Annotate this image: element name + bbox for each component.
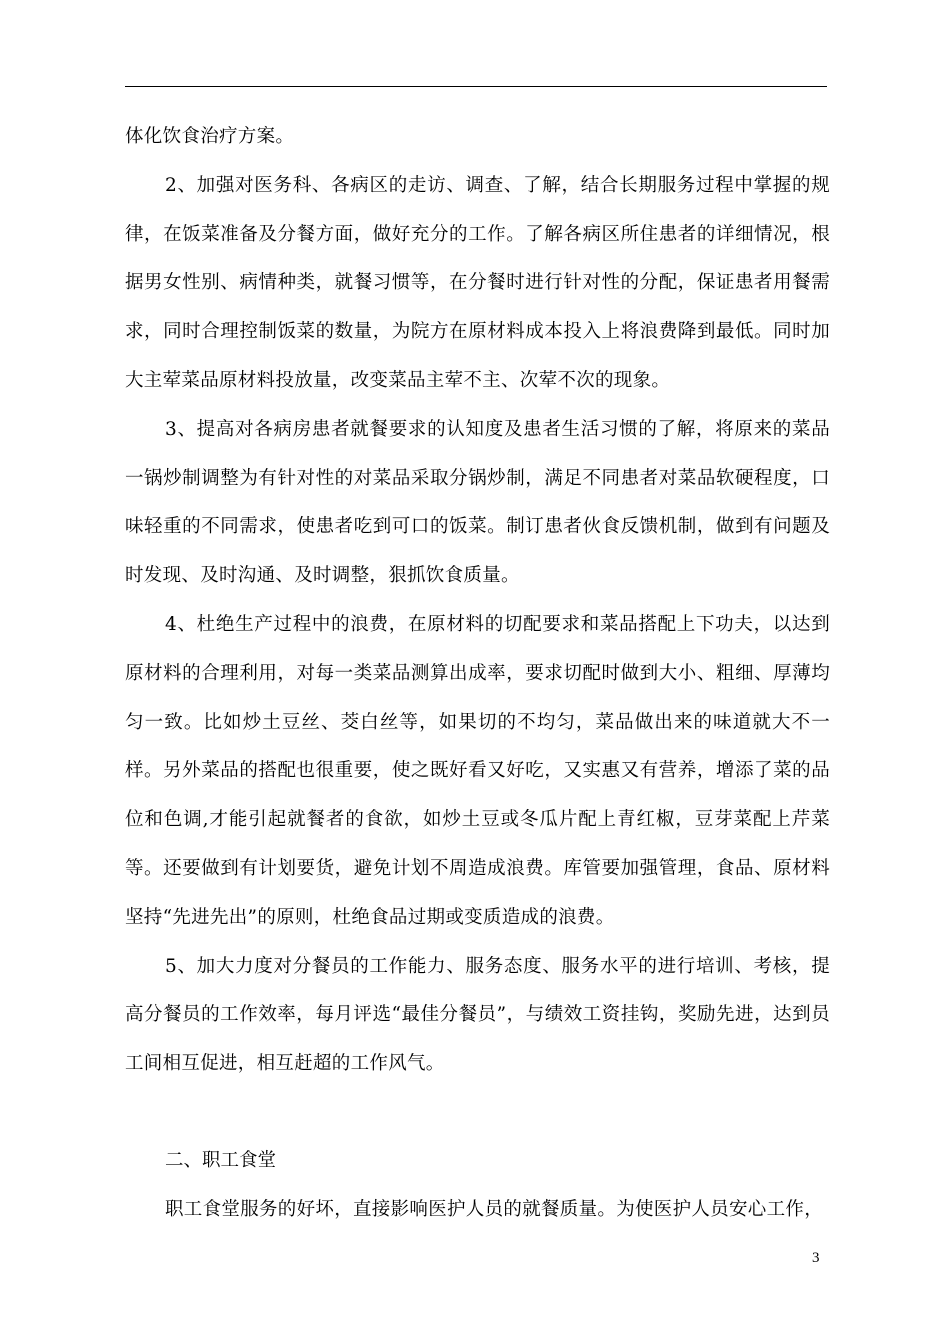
page-number: 3 [812, 1250, 820, 1266]
document-body [125, 113, 830, 1235]
section-spacer [125, 1089, 830, 1137]
paragraph-item-2: 2、加强对医务科、各病区的走访、调查、了解，结合长期服务过程中掌握的规律，在饭菜准备及分餐方面，做好充分的工作。了解各病区所住患者的详细情况，根据男女性别、病情种类，就餐习惯等，在分餐时进行针对性的分配，保证患者用餐需求，同时合理控制饭菜的数量，为院方在原材料成本投入上将浪费降到最低。同时加大主荤菜品原材料投放量，改变菜品主荤不主、次荤不次的现象。 [125, 174, 830, 391]
paragraph-item-5: 5、加大力度对分餐员的工作能力、服务态度、服务水平的进行培训、考核，提高分餐员的工作效率，每月评选“最佳分餐员”，与绩效工资挂钩，奖励先进，达到员工间相互促进，相互赶超的工作风气。 [125, 955, 830, 1075]
paragraph-item-3: 3、提高对各病房患者就餐要求的认知度及患者生活习惯的了解，将原来的菜品一锅炒制调整为有针对性的对菜品采取分锅炒制，满足不同患者对菜品软硬程度，口味轻重的不同需求，使患者吃到可口的饭菜。制订患者伙食反馈机制，做到有问题及时发现、及时沟通、及时调整，狠抓饮食质量。 [125, 418, 830, 587]
header-rule [125, 86, 827, 87]
section-heading: 二、职工食堂 [165, 1149, 277, 1171]
section-paragraph: 职工食堂服务的好坏，直接影响医护人员的就餐质量。为使医护人员安心工作， [165, 1198, 824, 1220]
paragraph-item-4: 4、杜绝生产过程中的浪费，在原材料的切配要求和菜品搭配上下功夫，以达到原材料的合理利用，对每一类菜品测算出成率，要求切配时做到大小、粗细、厚薄均匀一致。比如炒土豆丝、茭白丝等，如果切的不均匀，菜品做出来的味道就大不一样。另外菜品的搭配也很重要，使之既好看又好吃，又实惠又有营养，增添了菜的品位和色调,才能引起就餐者的食欲，如炒土豆或冬瓜片配上青红椒，豆芽菜配上芹菜等。还要做到有计划要货，避免计划不周造成浪费。库管要加强管理，食品、原材料坚持“先进先出”的原则，杜绝食品过期或变质造成的浪费。 [125, 613, 830, 928]
paragraph-continuation: 体化饮食治疗方案。 [125, 126, 295, 147]
